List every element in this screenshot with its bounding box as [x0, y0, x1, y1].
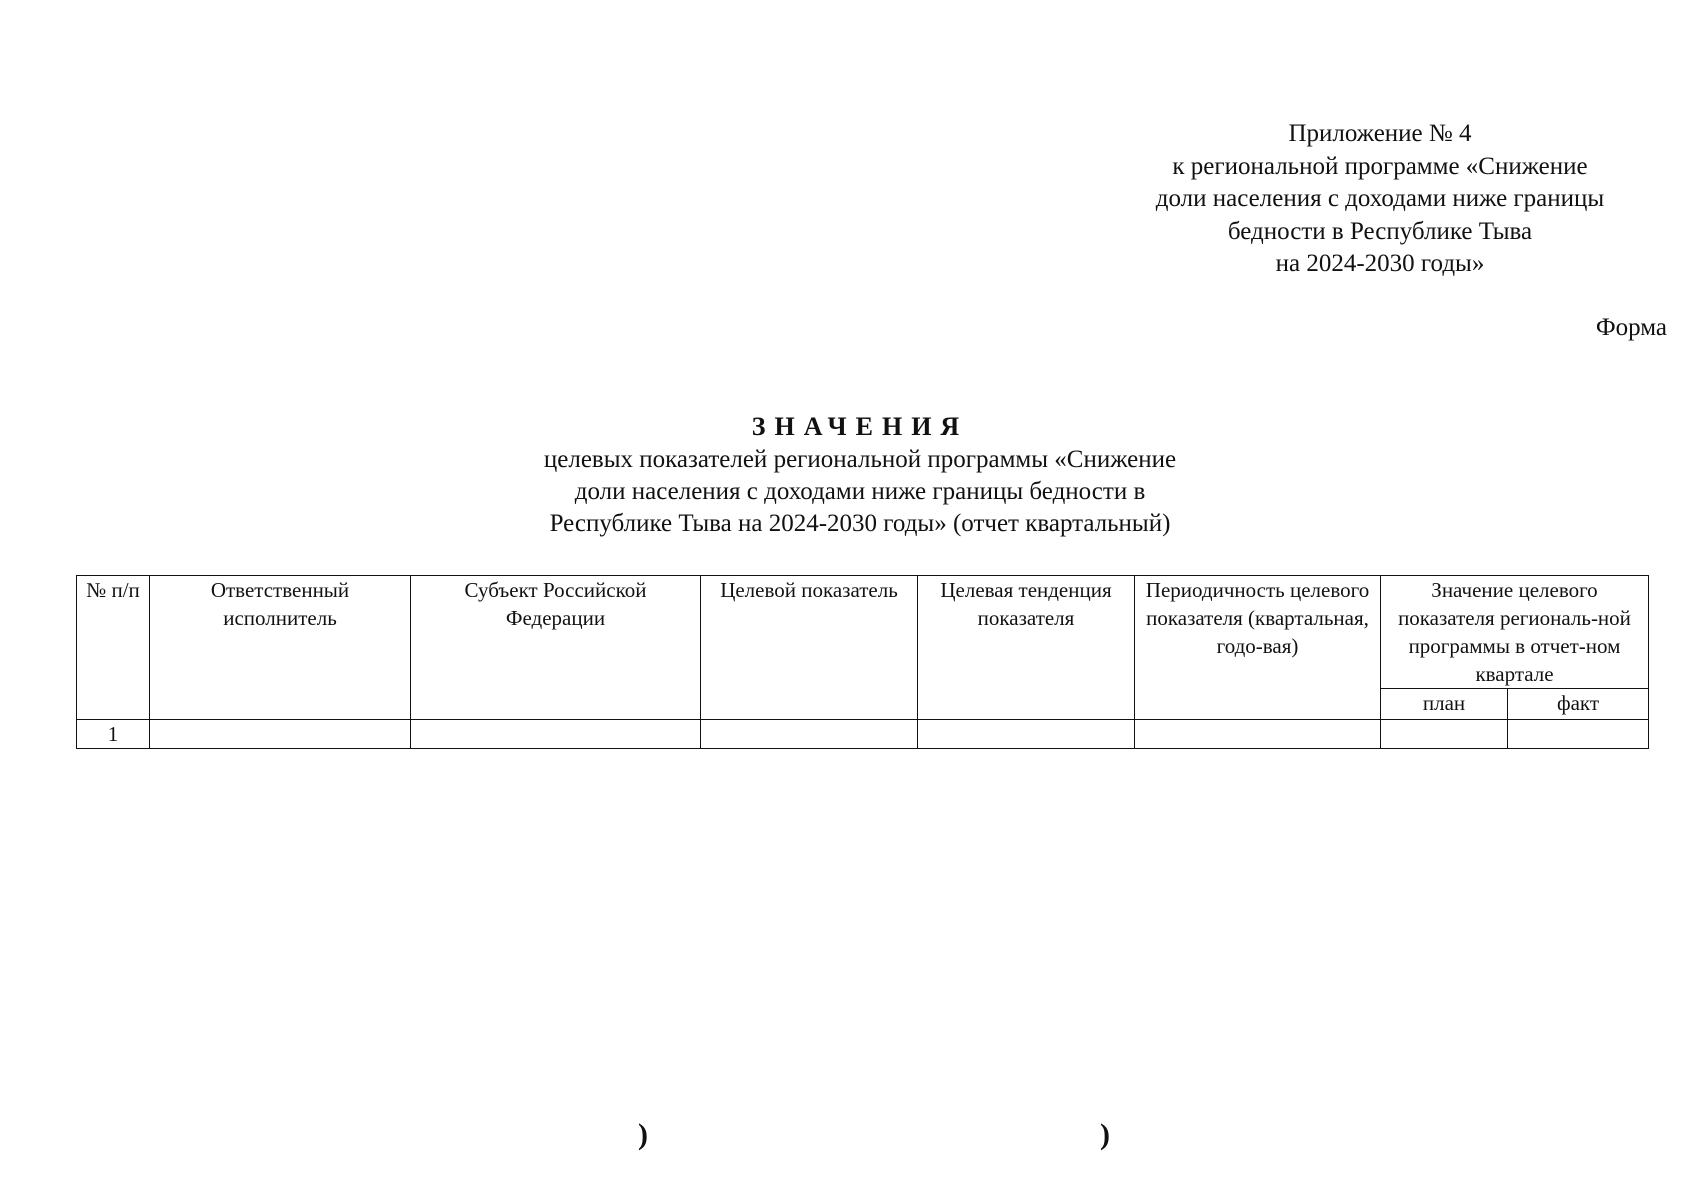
appendix-line: бедности в Республике Тыва [1227, 217, 1533, 245]
cell-indicator [701, 720, 918, 749]
appendix-line: к региональной программе «Снижение [1172, 152, 1588, 180]
header-plan: план [1381, 689, 1508, 720]
cell-num: 1 [77, 720, 150, 749]
title-line: Республике Тыва на 2024-2030 годы» (отчет квартальный) [549, 510, 1171, 537]
header-executor: Ответственный исполнитель [150, 576, 411, 720]
appendix-block [1120, 118, 1640, 281]
title-line: доли населения с доходами ниже границы бедности в [574, 478, 1146, 505]
cell-periodicity [1135, 720, 1381, 749]
table-row [77, 720, 1649, 749]
indicators-table [76, 575, 1649, 749]
cell-fact [1508, 720, 1649, 749]
cell-plan [1381, 720, 1508, 749]
table-header-row [77, 576, 1649, 689]
appendix-line: Приложение № 4 [1288, 120, 1472, 147]
header-trend: Целевая тенденция показателя [918, 576, 1135, 720]
header-subject: Субъект Российской Федерации [411, 576, 701, 720]
appendix-line: доли населения с доходами ниже границы [1155, 185, 1605, 212]
header-value-group: Значение целевого показателя региональ-ной программы в отчет-ном квартале [1381, 576, 1649, 689]
appendix-line: на 2024-2030 годы» [1275, 250, 1485, 277]
scan-mark-right: ) [1100, 1118, 1110, 1151]
scan-mark-left: ) [638, 1118, 648, 1151]
cell-subject [411, 720, 701, 749]
document-title [430, 410, 1290, 540]
form-label: Форма [1595, 314, 1667, 341]
title-heading: ЗНАЧЕНИЯ [751, 412, 969, 441]
title-line: целевых показателей региональной программы «Снижение [543, 446, 1177, 473]
header-num: № п/п [77, 576, 150, 720]
header-indicator: Целевой показатель [701, 576, 918, 720]
header-periodicity: Периодичность целевого показателя (квартальная, годо-вая) [1135, 576, 1381, 720]
cell-trend [918, 720, 1135, 749]
header-fact: факт [1508, 689, 1649, 720]
cell-executor [150, 720, 411, 749]
